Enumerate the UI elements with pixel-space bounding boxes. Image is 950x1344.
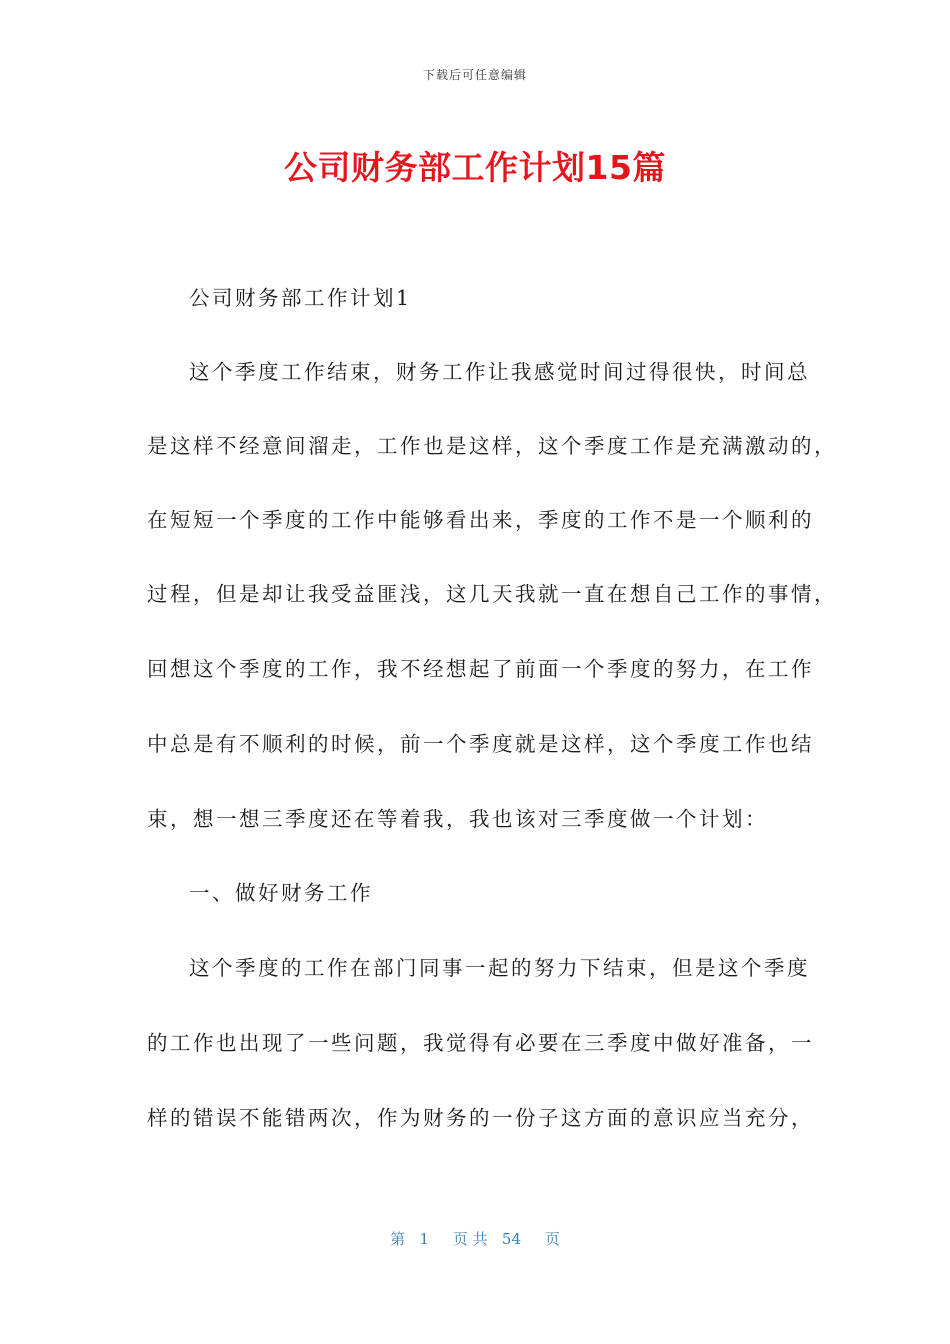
paragraph-line: 束，想一想三季度还在等着我，我也该对三季度做一个计划： [147, 807, 768, 831]
paragraph-line: 在短短一个季度的工作中能够看出来，季度的工作不是一个顺利的 [147, 508, 814, 532]
paragraph-line: 回想这个季度的工作，我不经想起了前面一个季度的努力，在工作 [147, 657, 814, 681]
section-heading: 公司财务部工作计划1 [189, 286, 412, 310]
paragraph-line: 中总是有不顺利的时候，前一个季度就是这样，这个季度工作也结 [147, 732, 814, 756]
paragraph-line: 这个季度的工作在部门同事一起的努力下结束，但是这个季度 [189, 956, 810, 980]
subsection-heading: 一、做好财务工作 [189, 881, 373, 905]
document-title: 公司财务部工作计划15篇 [284, 148, 666, 187]
paragraph-line: 是这样不经意间溜走，工作也是这样，这个季度工作是充满激动的， [147, 434, 837, 458]
page-number-footer: 第 1 页 共 54 页 [390, 1230, 560, 1248]
paragraph-line: 样的错误不能错两次，作为财务的一份子这方面的意识应当充分， [147, 1106, 814, 1130]
header-note: 下载后可任意编辑 [422, 68, 527, 82]
paragraph-line: 过程，但是却让我受益匪浅，这几天我就一直在想自己工作的事情， [147, 582, 837, 606]
paragraph-line: 的工作也出现了一些问题，我觉得有必要在三季度中做好准备，一 [147, 1031, 814, 1055]
paragraph-line: 这个季度工作结束，财务工作让我感觉时间过得很快，时间总 [189, 360, 810, 384]
